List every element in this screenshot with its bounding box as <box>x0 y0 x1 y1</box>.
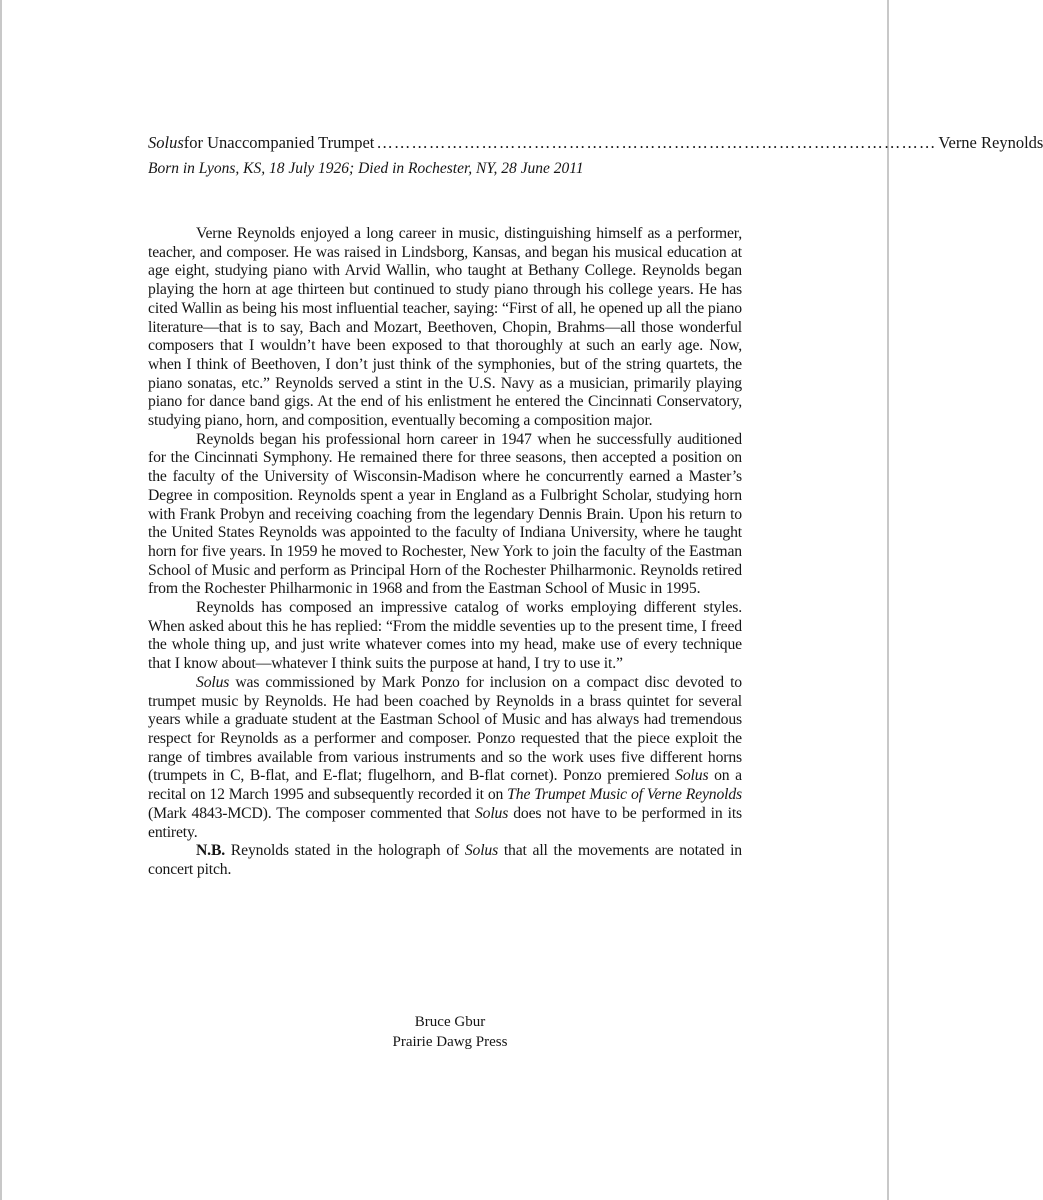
leader-dots: …………………………………………………………………………………… <box>376 133 937 152</box>
paragraph-text: was commissioned by Mark Ponzo for inclusion on a compact disc devoted to trumpet music by Reynolds. He had been coached by Reynolds in a brass quintet for several years while a graduate student at the Eastman School of Music and has always had tremendous respect for Reynolds as a performer and composer. Ponzo requested that the piece exploit the range of timbres available from various instruments and so the work uses five different horns (trumpets in C, B-flat, and E-flat; flugelhorn, and B-flat cornet). Ponzo premiered <box>148 673 742 785</box>
publisher-name: Prairie Dawg Press <box>392 1034 508 1050</box>
paragraph-text: that all the movements are notated in concert pitch. <box>148 842 742 878</box>
composer-dates: Born in Lyons, KS, 18 July 1926; Died in Rochester, NY, 28 June 2011 <box>148 160 584 177</box>
page-edge-left <box>0 0 2 1200</box>
paragraph-note <box>148 842 742 879</box>
signature-block <box>300 1012 600 1052</box>
author-name: Bruce Gbur <box>414 1014 486 1030</box>
nota-bene-label: N.B. <box>196 842 226 860</box>
composer-name: Verne Reynolds <box>938 133 1043 152</box>
album-title: The Trumpet Music of Verne Reynolds <box>507 786 743 804</box>
paragraph-biography: Verne Reynolds enjoyed a long career in music, distinguishing himself as a performer, teacher, and composer. He was raised in Lindsborg, Kansas, and began his musical education at age eight, studying piano with Arvid Wallin, who taught at Bethany College. Reynolds began playing the horn at age thirteen but continued to study piano through his college years. He has cited Wallin as being his most influential teacher, saying: “First of all, he opened up all the piano literature—that is to say, Bach and Mozart, Beethoven, Chopin, Brahms—all those wonderful composers that I wouldn’t have been exposed to that thoroughly at such an early age. Now, when I think of Beethoven, I don’t just think of the symphonies, but of the string quartets, the piano sonatas, etc.” Reynolds served a stint in the U.S. Navy as a musician, primarily playing piano for dance band gigs. At the end of his enlistment he entered the Cincinnati Conservatory, studying piano, horn, and composition, eventually becoming a composition major. <box>148 225 742 430</box>
paragraph-text: does not have to be performed in its entirety. <box>148 804 742 841</box>
page-edge-right <box>887 0 889 1200</box>
program-notes <box>148 225 742 880</box>
work-subtitle: for Unaccompanied Trumpet <box>183 133 375 152</box>
work-title: Solus <box>148 133 184 152</box>
work-ref: Solus <box>196 673 230 691</box>
paragraph-horn-career: Reynolds began his professional horn career in 1947 when he successfully auditioned for the Cincinnati Symphony. He remained there for three seasons, then accepted a position on the faculty of the University of Wisconsin-Madison where he concurrently earned a Master’s Degree in composition. Reynolds spent a year in England as a Fulbright Scholar, studying horn with Frank Probyn and receiving coaching from the legendary Dennis Brain. Upon his return to the United States Reynolds was appointed to the faculty of Indiana University, where he taught horn for five years. In 1959 he moved to Rochester, New York to join the faculty of the Eastman School of Music and perform as Principal Horn of the Rochester Philharmonic. Reynolds retired from the Rochester Philharmonic in 1968 and from the Eastman School of Music in 1995. <box>148 430 742 598</box>
paragraph-style: Reynolds has composed an impressive catalog of works employing different styles. When asked about this he has replied: “From the middle seventies up to the present time, I freed the whole thing up, and just write whatever comes into my head, make use of every technique that I know about—whatever I think suits the purpose at hand, I try to use it.” <box>148 599 742 673</box>
work-ref: Solus <box>464 842 499 860</box>
title-line <box>148 133 1043 153</box>
paragraph-text: Reynolds stated in the holograph of <box>225 842 465 860</box>
paragraph-text: on a recital on 12 March 1995 and subsequently recorded it on <box>148 767 742 804</box>
paragraph-text: (Mark 4843-MCD). The composer commented that <box>148 804 475 822</box>
work-ref: Solus <box>474 804 509 822</box>
paragraph-commission <box>148 674 742 842</box>
work-ref: Solus <box>675 767 709 785</box>
